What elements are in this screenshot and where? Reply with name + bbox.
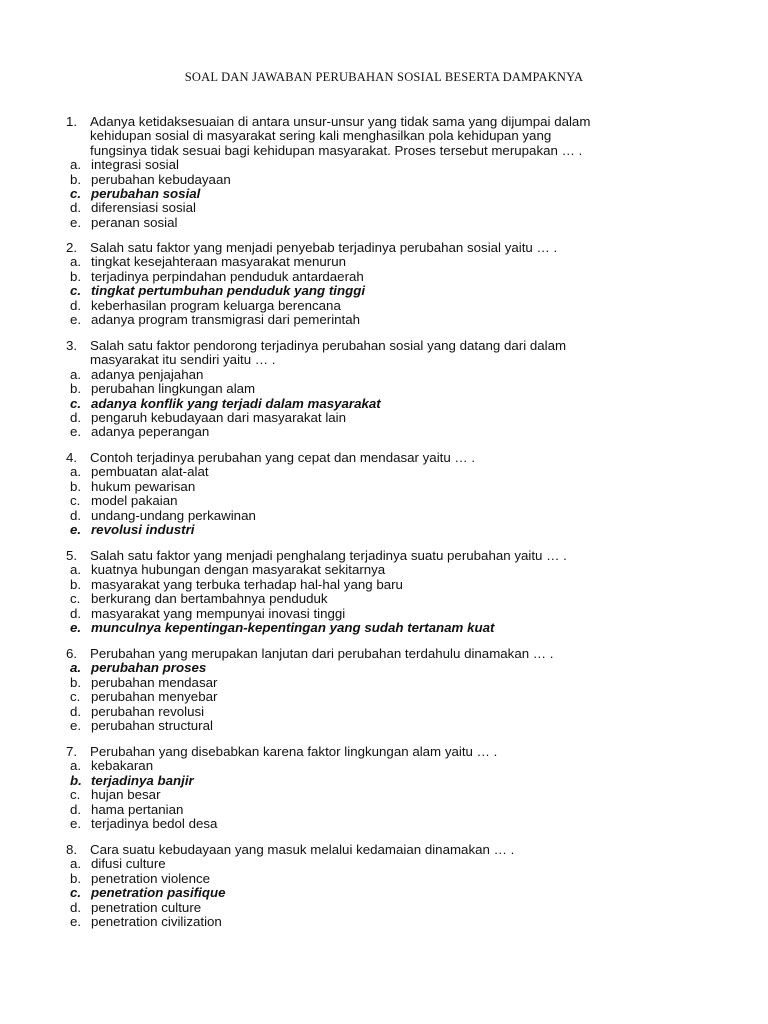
- question-text: fungsinya tidak sesuai bagi kehidupan masyarakat. Proses tersebut merupakan … .: [90, 142, 583, 158]
- option-letter: a.: [70, 562, 82, 578]
- option-letter: d.: [70, 409, 82, 425]
- option-text: berkurang dan bertambahnya penduduk: [91, 591, 328, 607]
- option-text: terjadinya bedol desa: [91, 815, 218, 831]
- option-letter: e.: [70, 815, 82, 831]
- option-text: terjadinya perpindahan penduduk antardaerah: [91, 268, 364, 284]
- question-number: 2.: [66, 240, 78, 255]
- option-text: diferensiasi sosial: [91, 200, 196, 216]
- option-letter: b.: [70, 576, 82, 592]
- option-text: penetration violence: [91, 870, 211, 886]
- option-text: perubahan menyebar: [91, 689, 218, 705]
- question-number: 7.: [66, 744, 78, 759]
- option-letter: c.: [70, 185, 82, 201]
- option-text: perubahan lingkungan alam: [91, 381, 256, 397]
- option-text: adanya penjajahan: [91, 366, 204, 382]
- option-letter: e.: [70, 717, 82, 733]
- option-letter: b.: [70, 381, 82, 397]
- question-number: 8.: [66, 842, 78, 857]
- option-text: kuatnya hubungan dengan masyarakat sekitarnya: [91, 562, 386, 578]
- option-letter: d.: [70, 605, 82, 621]
- option-text: tingkat kesejahteraan masyarakat menurun: [91, 254, 346, 270]
- option-letter: b.: [70, 674, 82, 690]
- option-letter: a.: [70, 254, 82, 270]
- option-text: perubahan revolusi: [91, 703, 205, 719]
- option-letter: c.: [70, 689, 81, 705]
- option-letter: c.: [70, 591, 81, 607]
- option-text: tingkat pertumbuhan penduduk yang tinggi: [91, 283, 366, 299]
- option-letter: d.: [70, 801, 82, 817]
- option-letter: a.: [70, 464, 82, 480]
- question-number: 5.: [66, 548, 78, 563]
- question-number: 3.: [66, 338, 78, 353]
- option-text: difusi culture: [91, 856, 166, 872]
- question-text: Salah satu faktor yang menjadi penyebab terjadinya perubahan sosial yaitu … .: [90, 240, 558, 255]
- option-letter: e.: [70, 214, 82, 230]
- option-text: perubahan kebudayaan: [91, 171, 231, 187]
- option-letter: a.: [70, 366, 82, 382]
- option-text: penetration culture: [91, 899, 202, 915]
- option-text: adanya peperangan: [91, 424, 210, 440]
- option-letter: e.: [70, 913, 82, 929]
- option-text: masyarakat yang terbuka terhadap hal-hal yang baru: [91, 576, 403, 592]
- option-letter: d.: [70, 899, 82, 915]
- question-number: 6.: [66, 646, 78, 661]
- option-letter: d.: [70, 703, 82, 719]
- question-text: Contoh terjadinya perubahan yang cepat dan mendasar yaitu … .: [90, 450, 476, 465]
- question-number: 1.: [66, 114, 78, 129]
- option-letter: e.: [70, 424, 82, 440]
- option-letter: c.: [70, 283, 82, 299]
- option-letter: a.: [70, 660, 82, 676]
- question-text: masyarakat itu sendiri yaitu … .: [90, 352, 276, 368]
- option-text: keberhasilan program keluarga berencana: [91, 297, 341, 313]
- option-letter: c.: [70, 395, 82, 411]
- option-text: adanya program transmigrasi dari pemerintah: [91, 311, 361, 327]
- option-text: undang-undang perkawinan: [91, 507, 256, 523]
- option-letter: d.: [70, 507, 82, 523]
- option-letter: b.: [70, 268, 82, 284]
- option-text: penetration pasifique: [91, 885, 226, 901]
- option-text: perubahan proses: [91, 660, 207, 676]
- option-letter: e.: [70, 619, 82, 635]
- question-text: Cara suatu kebudayaan yang masuk melalui kedamaian dinamakan … .: [90, 842, 515, 857]
- option-letter: a.: [70, 758, 82, 774]
- option-text: kebakaran: [91, 758, 154, 774]
- option-letter: a.: [70, 856, 82, 872]
- option-text: pembuatan alat-alat: [91, 464, 209, 480]
- option-text: penetration civilization: [91, 913, 222, 929]
- option-text: pengaruh kebudayaan dari masyarakat lain: [91, 409, 347, 425]
- option-text: munculnya kepentingan-kepentingan yang sudah tertanam kuat: [91, 619, 495, 635]
- option-letter: d.: [70, 200, 82, 216]
- option-text: integrasi sosial: [91, 157, 179, 173]
- option-letter: c.: [70, 787, 81, 803]
- option-text: hujan besar: [91, 787, 161, 803]
- option-text: revolusi industri: [91, 521, 195, 537]
- option-text: hukum pewarisan: [91, 478, 196, 494]
- option-text: adanya konflik yang terjadi dalam masyarakat: [91, 395, 381, 411]
- option-text: perubahan mendasar: [91, 674, 218, 690]
- option-text: peranan sosial: [91, 214, 178, 230]
- option-letter: c.: [70, 885, 82, 901]
- question-number: 4.: [66, 450, 78, 465]
- question-text: Adanya ketidaksesuaian di antara unsur-unsur yang tidak sama yang dijumpai dalam: [90, 114, 591, 129]
- option-text: perubahan sosial: [91, 185, 201, 201]
- option-text: hama pertanian: [91, 801, 184, 817]
- option-letter: c.: [70, 493, 81, 509]
- option-text: perubahan structural: [91, 717, 213, 733]
- option-text: masyarakat yang mempunyai inovasi tinggi: [91, 605, 346, 621]
- option-letter: a.: [70, 157, 82, 173]
- question-text: Salah satu faktor yang menjadi penghalang terjadinya suatu perubahan yaitu … .: [90, 548, 567, 563]
- option-text: model pakaian: [91, 493, 178, 509]
- option-letter: d.: [70, 297, 82, 313]
- question-text: Salah satu faktor pendorong terjadinya perubahan sosial yang datang dari dalam: [90, 338, 567, 353]
- question-text: Perubahan yang disebabkan karena faktor lingkungan alam yaitu … .: [90, 744, 498, 759]
- option-letter: e.: [70, 311, 82, 327]
- option-letter: b.: [70, 171, 82, 187]
- option-letter: b.: [70, 478, 82, 494]
- option-text: terjadinya banjir: [91, 772, 194, 788]
- document-title: SOAL DAN JAWABAN PERUBAHAN SOSIAL BESERTA DAMPAKNYA: [184, 70, 584, 84]
- question-text: kehidupan sosial di masyarakat sering kali menghasilkan pola kehidupan yang: [90, 128, 552, 144]
- option-letter: b.: [70, 870, 82, 886]
- option-letter: e.: [70, 521, 82, 537]
- question-text: Perubahan yang merupakan lanjutan dari perubahan terdahulu dinamakan … .: [90, 646, 554, 661]
- option-letter: b.: [70, 772, 82, 788]
